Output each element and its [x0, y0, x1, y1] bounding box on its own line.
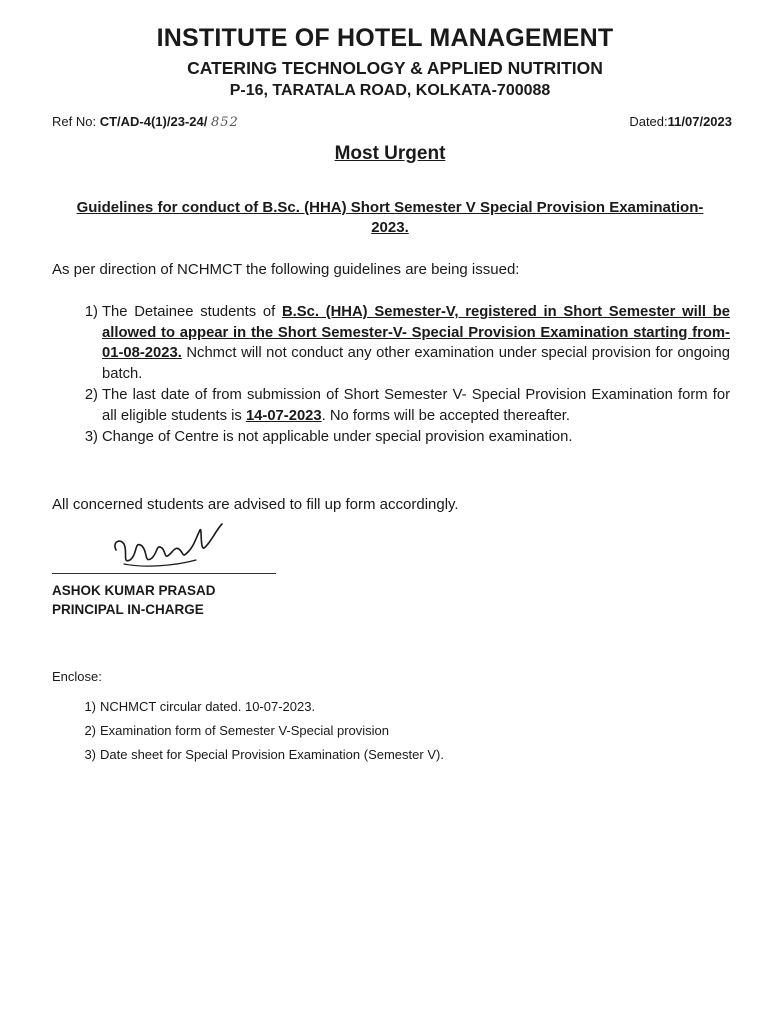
signature-line: [52, 573, 276, 574]
guideline-number: 2): [84, 387, 98, 403]
guideline-text-part: Change of Centre is not applicable under special provision examination.: [102, 429, 573, 445]
subject-heading: Guidelines for conduct of B.Sc. (HHA) Short Semester V Special Provision Examination-2023.: [76, 199, 704, 236]
reference-number: [52, 114, 239, 130]
signatory-block: [52, 581, 216, 619]
enclosure-number: 2): [84, 723, 96, 738]
enclosures-label: Enclose:: [52, 669, 102, 684]
ref-number: CT/AD-4(1)/23-24/: [99, 114, 208, 129]
date-label: Dated:: [629, 114, 668, 129]
intro-paragraph: As per direction of NCHMCT the following guidelines are being issued:: [52, 261, 520, 278]
enclosure-item: [52, 719, 444, 743]
enclosure-number: 1): [84, 699, 96, 714]
enclosure-item: [52, 743, 444, 767]
guideline-text-part: Nchmct will not conduct any other examination under special provision for ongoing batch.: [102, 345, 730, 382]
reference-line: [52, 114, 732, 130]
institute-subtitle: CATERING TECHNOLOGY & APPLIED NUTRITION: [187, 58, 603, 78]
guideline-emphasis: 14-07-2023: [245, 407, 322, 424]
guideline-text-part: The last date of from submission of Short Semester V- Special Provision Examination form for all eligible students is: [102, 387, 730, 424]
guideline-emphasis: B.Sc. (HHA) Semester-V, registered in Short Semester will be allowed to appear in the Short Semester-V- Special Provision Examination starting from-01-08-2023.: [102, 304, 731, 361]
ref-label: Ref No:: [52, 114, 97, 129]
guideline-number: 3): [84, 429, 98, 445]
enclosure-text: Date sheet for Special Provision Examination (Semester V).: [100, 747, 444, 762]
institute-name: INSTITUTE OF HOTEL MANAGEMENT: [156, 24, 614, 52]
guideline-item: [52, 302, 730, 384]
guideline-item: [52, 427, 730, 448]
guidelines-list: [52, 302, 730, 449]
guideline-text: [102, 302, 730, 384]
guideline-text: [102, 427, 730, 448]
date-value: 11/07/2023: [667, 114, 732, 129]
guideline-text: [102, 385, 730, 426]
signature-image: [104, 520, 234, 576]
enclosure-item: [52, 695, 444, 719]
enclosure-text: Examination form of Semester V-Special provision: [100, 723, 390, 738]
enclosure-number: 3): [84, 747, 96, 762]
guideline-text-part: . No forms will be accepted thereafter.: [321, 407, 571, 424]
guideline-text-part: The Detainee students of: [102, 304, 282, 320]
enclosures-list: [52, 695, 444, 767]
closing-paragraph: All concerned students are advised to fill up form accordingly.: [52, 496, 459, 513]
date-block: [629, 114, 732, 130]
ref-handwritten-number: 852: [210, 115, 239, 130]
guideline-number: 1): [84, 304, 98, 320]
urgency-heading: Most Urgent: [334, 143, 446, 164]
institute-address: P-16, TARATALA ROAD, KOLKATA-700088: [229, 82, 551, 99]
signatory-name: ASHOK KUMAR PRASAD: [52, 583, 216, 598]
enclosure-text: NCHMCT circular dated. 10-07-2023.: [100, 699, 316, 714]
signatory-designation: PRINCIPAL IN-CHARGE: [52, 602, 204, 617]
guideline-item: [52, 385, 730, 426]
